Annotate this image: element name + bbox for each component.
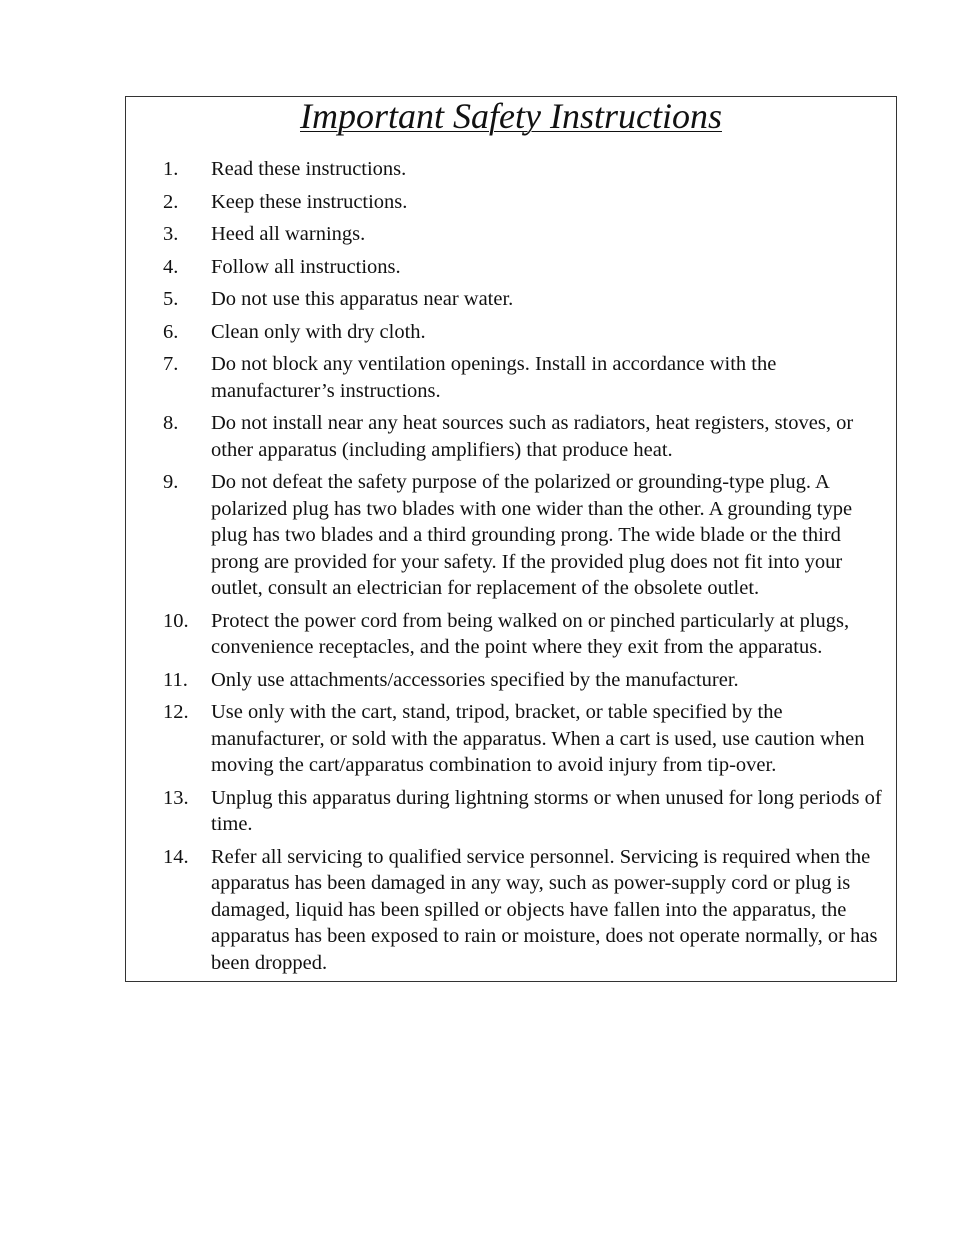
- item-text: Do not defeat the safety purpose of the polarized or grounding-type plug. A polarized plug has two blades with one wider than the other. A grounding type plug has two blades and a third grounding prong. The wide blade or the third prong are provided for your safety. If the provided plug does not fit into your outlet, consult an electrician for replacement of the obsolete outlet.: [211, 471, 853, 599]
- item-number: 5.: [163, 288, 179, 310]
- item-number: 3.: [163, 223, 179, 245]
- list-item: [163, 469, 893, 602]
- item-number: 8.: [163, 412, 179, 434]
- list-item: [163, 319, 893, 346]
- item-number: 12.: [163, 701, 189, 723]
- item-number: 14.: [163, 845, 189, 868]
- list-item: [163, 189, 893, 216]
- item-number: 1.: [163, 158, 179, 180]
- list-item: [163, 286, 893, 313]
- safety-instructions-box: [125, 96, 897, 982]
- item-number: 11.: [163, 668, 188, 691]
- list-item: [163, 844, 893, 977]
- list-item: [163, 351, 893, 404]
- item-number: 4.: [163, 255, 179, 278]
- item-text: Unplug this apparatus during lightning storms or when unused for long periods of time.: [211, 786, 882, 835]
- item-number: 13.: [163, 786, 189, 809]
- item-text: Protect the power cord from being walked on or pinched particularly at plugs, convenience receptacles, and the point where they exit from the apparatus.: [211, 609, 850, 658]
- instructions-list: [163, 156, 893, 982]
- list-item: [163, 667, 893, 694]
- list-item: [163, 785, 893, 838]
- item-text: Heed all warnings.: [211, 223, 366, 245]
- list-item: [163, 699, 893, 779]
- item-text: Use only with the cart, stand, tripod, bracket, or table specified by the manufacturer, or sold with the apparatus. When a cart is used, use caution when moving the cart/apparatus combination to avoid injury from tip-over.: [211, 701, 865, 776]
- list-item: [163, 608, 893, 661]
- item-text: Follow all instructions.: [211, 255, 401, 278]
- item-number: 10.: [163, 609, 189, 632]
- list-item: [163, 254, 893, 281]
- item-text: Do not install near any heat sources such as radiators, heat registers, stoves, or other apparatus (including amplifiers) that produce heat.: [211, 412, 854, 461]
- item-text: Do not use this apparatus near water.: [211, 288, 514, 310]
- list-item: [163, 410, 893, 463]
- page-title: Important Safety Instructions: [300, 96, 722, 136]
- list-item: [163, 156, 893, 183]
- item-number: 6.: [163, 320, 179, 343]
- item-number: 2.: [163, 190, 179, 213]
- item-text: Only use attachments/accessories specified by the manufacturer.: [211, 668, 739, 691]
- item-text: Do not block any ventilation openings. Install in accordance with the manufacturer’s instructions.: [211, 353, 777, 402]
- item-text: Clean only with dry cloth.: [211, 320, 426, 343]
- item-text: Keep these instructions.: [211, 190, 408, 213]
- list-item: [163, 221, 893, 248]
- item-number: 7.: [163, 353, 179, 375]
- item-number: 9.: [163, 471, 179, 493]
- item-text: Refer all servicing to qualified service personnel. Servicing is required when the apparatus has been damaged in any way, such as power-supply cord or plug is damaged, liquid has been spilled or objects have fallen into the apparatus, the apparatus has been exposed to rain or moisture, does not operate normally, or has been dropped.: [211, 845, 878, 974]
- item-text: Read these instructions.: [211, 158, 407, 180]
